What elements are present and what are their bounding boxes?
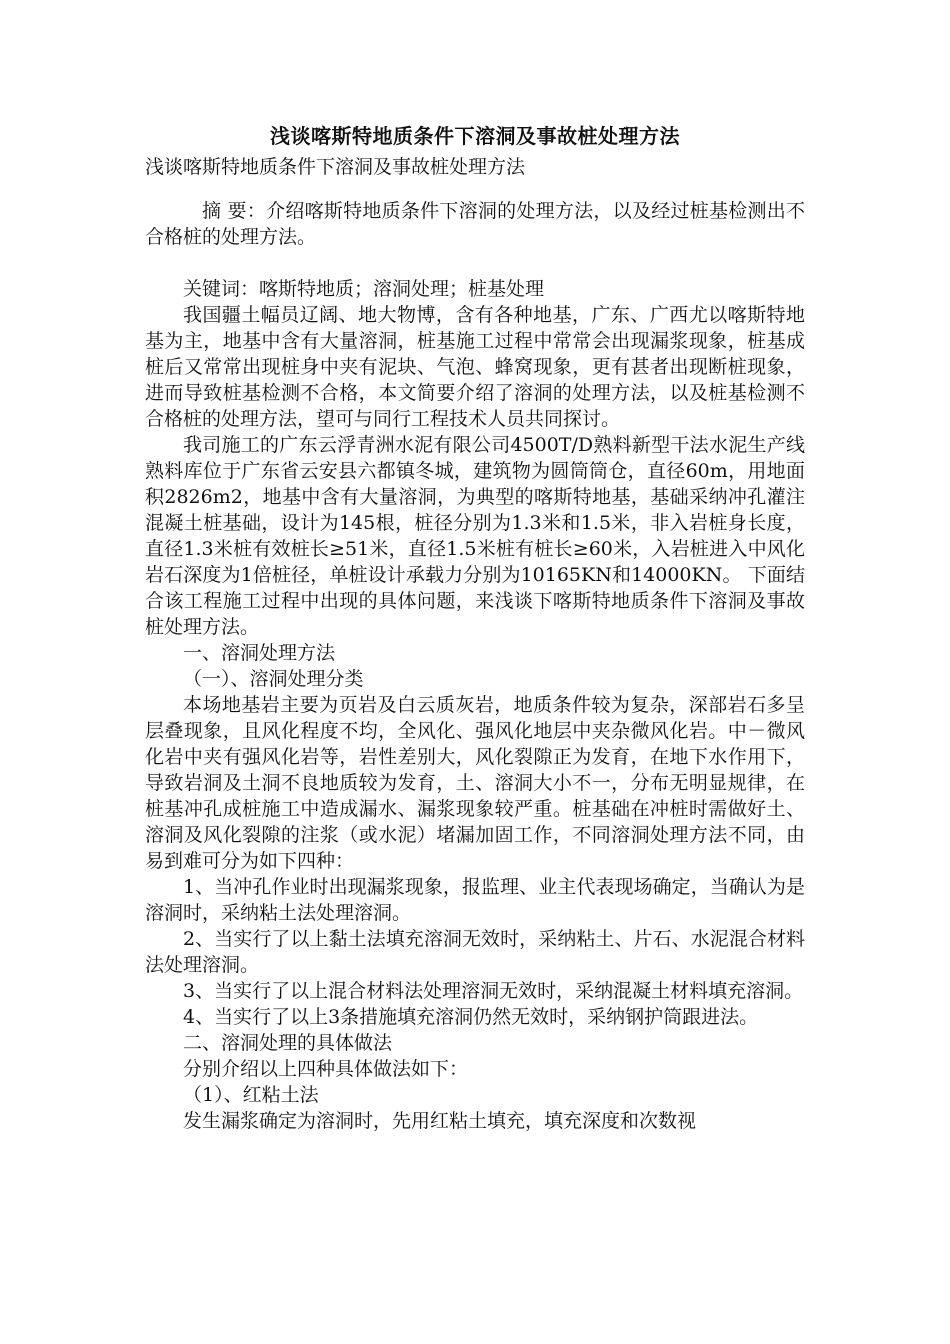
list-item: 3、当实行了以上混合材料法处理溶洞无效时，采纳混凝土材料填充溶洞。 bbox=[183, 980, 804, 1002]
list-item: 1、当冲孔作业时出现漏浆现象，报监理、业主代表现场确定，当确认为是溶洞时，采纳粘土法处理溶洞。 bbox=[145, 876, 805, 924]
document-subtitle: 浅谈喀斯特地质条件下溶洞及事故桩处理方法 bbox=[145, 156, 526, 178]
paragraph-project: 我司施工的广东云浮青洲水泥有限公司4500T/D熟料新型干法水泥生产线熟料库位于广东省云安县六都镇冬城，建筑物为圆筒筒仓，直径60m，用地面积2826m2，地基中含有大量溶洞，为典型的喀斯特地基，基础采纳冲孔灌注混凝土桩基础，设计为145根，桩径分别为1.3米和1.5米，非入岩桩身长度，直径1.3米桩有效桩长≥51米，直径1.5米桩有桩长≥60米，入岩桩进入中风化岩石深度为1倍桩径，单桩设计承载力分别为10165KN和14000KN。 下面结合该工程施工过程中出现的具体问题，来浅谈下喀斯特地质条件下溶洞及事故桩处理方法。 bbox=[145, 434, 805, 638]
section-heading: 一、溶洞处理方法 bbox=[183, 642, 336, 664]
section-heading: 二、溶洞处理的具体做法 bbox=[183, 1032, 393, 1054]
subsection-heading: （1）、红粘土法 bbox=[183, 1084, 319, 1106]
document-title: 浅谈喀斯特地质条件下溶洞及事故桩处理方法 bbox=[270, 124, 680, 148]
list-item: 2、当实行了以上黏土法填充溶洞无效时，采纳粘土、片石、水泥混合材料法处理溶洞。 bbox=[145, 928, 805, 976]
keywords: 关键词：喀斯特地质；溶洞处理；桩基处理 bbox=[183, 278, 545, 300]
list-item: 4、当实行了以上3条措施填充溶洞仍然无效时，采纳钢护筒跟进法。 bbox=[183, 1006, 759, 1028]
paragraph-intro: 我国疆土幅员辽阔、地大物博，含有各种地基，广东、广西尤以喀斯特地基为主，地基中含有大量溶洞，桩基施工过程中常常会出现漏浆现象，桩基成桩后又常常出现桩身中夹有泥块、气泡、蜂窝现象，更有甚者出现断桩现象，进而导致桩基检测不合格，本文简要介绍了溶洞的处理方法，以及桩基检测不合格桩的处理方法，望可与同行工程技术人员共同探讨。 bbox=[145, 304, 805, 430]
paragraph-text: 分别介绍以上四种具体做法如下： bbox=[183, 1058, 469, 1080]
paragraph-geology: 本场地基岩主要为页岩及白云质灰岩，地质条件较为复杂，深部岩石多呈层叠现象，且风化程度不均，全风化、强风化地层中夹杂微风化岩。中－微风化岩中夹有强风化岩等，岩性差别大，风化裂隙正为发育，在地下水作用下，导致岩洞及土洞不良地质较为发育，土、溶洞大小不一，分布无明显规律，在桩基冲孔成桩施工中造成漏水、漏浆现象较严重。桩基础在冲桩时需做好土、溶洞及风化裂隙的注浆（或水泥）堵漏加固工作，不同溶洞处理方法不同，由易到难可分为如下四种： bbox=[145, 694, 805, 872]
document-body bbox=[145, 118, 805, 1134]
abstract: 摘 要：介绍喀斯特地质条件下溶洞的处理方法，以及经过桩基检测出不合格桩的处理方法。 bbox=[145, 200, 805, 248]
subsection-heading: （一）、溶洞处理分类 bbox=[183, 668, 364, 690]
paragraph-text: 发生漏浆确定为溶洞时，先用红粘土填充，填充深度和次数视 bbox=[183, 1110, 697, 1132]
